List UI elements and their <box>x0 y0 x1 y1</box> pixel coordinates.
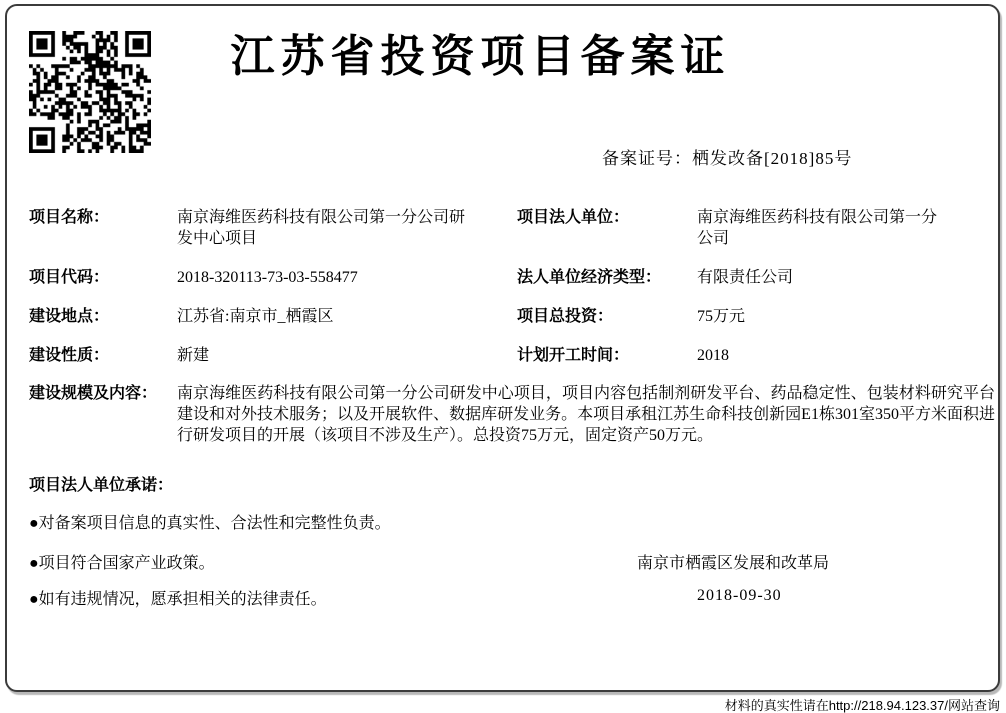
field-label-location: 建设地点： <box>29 308 110 325</box>
field-label-scale-content: 建设规模及内容： <box>29 385 158 402</box>
fields-grid <box>29 207 991 366</box>
field-value-construction-nature: 新建 <box>177 347 210 364</box>
filing-number-value: 栖发改备[2018]85号 <box>692 149 853 168</box>
commitment-heading: 项目法人单位承诺： <box>29 477 174 494</box>
filing-number <box>602 144 852 169</box>
certificate-border <box>5 4 1000 692</box>
field-label-legal-entity: 项目法人单位： <box>517 209 630 226</box>
issuing-authority: 南京市栖霞区发展和改革局 <box>637 555 830 572</box>
field-label-project-code: 项目代码： <box>29 269 110 286</box>
field-label-planned-start: 计划开工时间： <box>517 347 630 364</box>
field-label-construction-nature: 建设性质： <box>29 347 110 364</box>
issue-date: 2018-09-30 <box>697 587 782 604</box>
field-value-planned-start: 2018 <box>697 347 729 364</box>
field-value-scale-content: 南京海维医药科技有限公司第一分公司研发中心项目，项目内容包括制剂研发平台、药品稳定性、包装材料研究平台建设和对外技术服务；以及开展软件、数据库研发业务。本项目承租江苏生命科技创新园E1栋301室350平方米面积进行研发项目的开展（该项目不涉及生产）。总投资75万元，固定资产50万元。 <box>177 385 995 444</box>
field-label-total-investment: 项目总投资： <box>517 308 614 325</box>
field-value-total-investment: 75万元 <box>697 308 746 325</box>
field-value-economic-type: 有限责任公司 <box>697 269 794 286</box>
field-value-legal-entity: 南京海维医药科技有限公司第一分公司 <box>697 209 938 247</box>
filing-number-label: 备案证号： <box>602 149 692 168</box>
field-value-project-code: 2018-320113-73-03-558477 <box>177 269 358 286</box>
page-title: 江苏省投资项目备案证 <box>230 32 731 81</box>
field-label-economic-type: 法人单位经济类型： <box>517 269 662 286</box>
verification-note: 材料的真实性请在http://218.94.123.37/网站查询 <box>724 698 1000 713</box>
field-label-project-name: 项目名称： <box>29 209 110 226</box>
field-value-project-name: 南京海维医药科技有限公司第一分公司研发中心项目 <box>177 209 466 247</box>
commitment-item-liability: ●如有违规情况，愿承担相关的法律责任。 <box>29 591 327 608</box>
commitment-item-authenticity: ●对备案项目信息的真实性、合法性和完整性负责。 <box>29 515 391 532</box>
commitment-item-policy: ●项目符合国家产业政策。 <box>29 555 215 572</box>
field-value-location: 江苏省:南京市_栖霞区 <box>177 308 334 325</box>
